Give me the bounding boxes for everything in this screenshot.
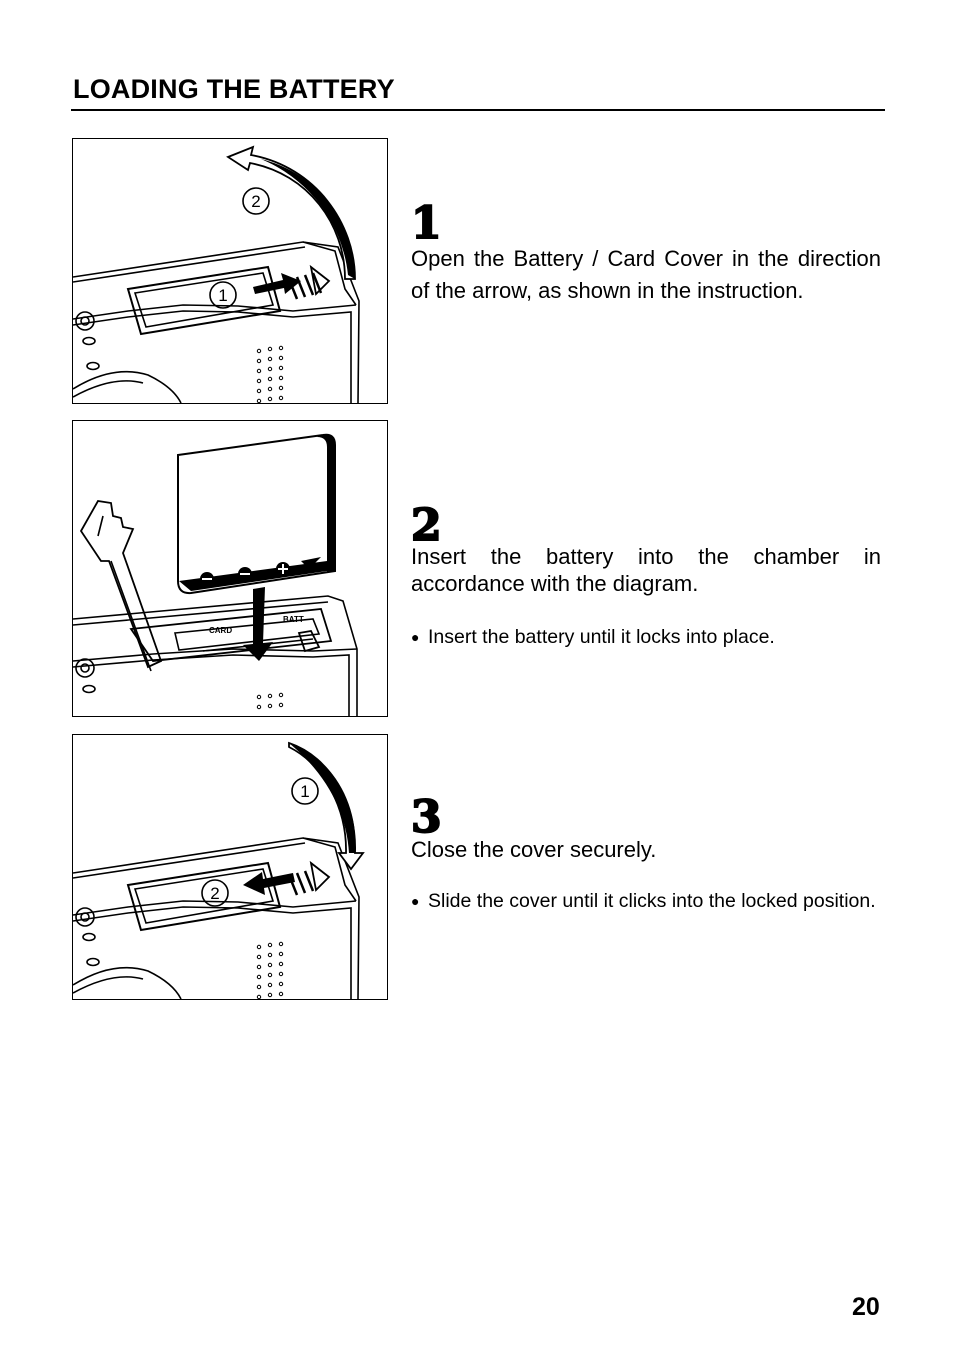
page-title: LOADING THE BATTERY [73, 74, 395, 104]
step-3-bullet [411, 888, 881, 914]
step-3-illustration [72, 734, 388, 1000]
bullet-icon: ● [411, 629, 420, 645]
step-2-bullet [411, 624, 881, 650]
callout-2: 2 [251, 192, 261, 211]
battery-slot-label: BATT [283, 615, 304, 624]
title-divider [71, 109, 885, 111]
step-1-illustration [72, 138, 388, 404]
bullet-icon: ● [411, 893, 420, 909]
camera-body-icon [73, 421, 387, 716]
step-2-bullet-text: Insert the battery until it locks into place. [428, 626, 775, 648]
step-3-text: Close the cover securely. [411, 837, 657, 862]
step-1-text: Open the Battery / Card Cover in the direction of the arrow, as shown in the instruction. [411, 246, 881, 303]
step-1-number: 1 [411, 198, 442, 249]
step-2-text: Insert the battery into the chamber in accordance with the diagram. [411, 544, 881, 596]
callout-2: 2 [210, 884, 220, 903]
callout-1: 1 [300, 782, 310, 801]
step-2-number: 2 [411, 500, 442, 551]
step-3-number: 3 [411, 792, 442, 843]
step-3-bullet-text: Slide the cover until it clicks into the locked position. [428, 890, 876, 912]
step-2-illustration [72, 420, 388, 717]
camera-body-icon [73, 139, 387, 403]
callout-1: 1 [218, 286, 228, 305]
camera-body-icon [73, 735, 387, 999]
battery-icon [178, 435, 335, 593]
page-number: 20 [852, 1293, 880, 1321]
card-slot-label: CARD [209, 626, 233, 635]
